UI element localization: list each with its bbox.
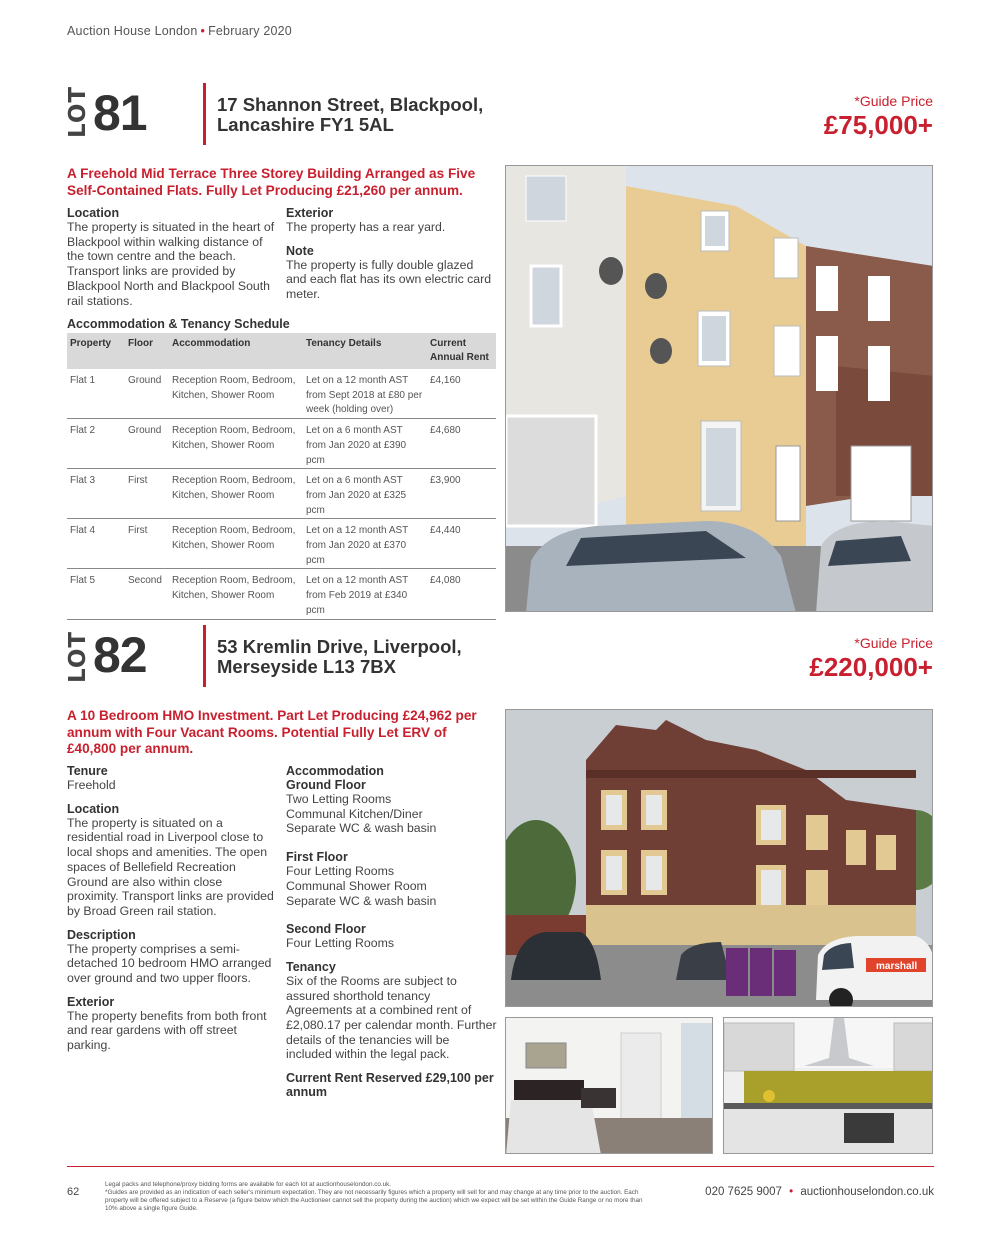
headline-line: annum with Four Vacant Rooms. Potential Fully Let ERV of	[67, 724, 447, 740]
lot-address	[217, 637, 462, 677]
section-title: Location	[67, 801, 120, 816]
table-cell: Reception Room, Bedroom, Kitchen, Shower Room	[169, 569, 303, 619]
table-cell: Let on a 6 month AST from Jan 2020 at £390 pcm	[303, 419, 427, 469]
section-title: Exterior	[67, 994, 115, 1009]
schedule-title: Accommodation & Tenancy Schedule	[67, 317, 290, 331]
property-photo-lot82-exterior	[505, 709, 933, 1007]
column-header: Current Annual Rent	[427, 333, 496, 369]
lot-number: 82	[93, 627, 147, 683]
table-row	[67, 519, 496, 569]
description-text: The property comprises a semi-detached 10 bedroom HMO arranged over ground and two upper floors.	[67, 941, 272, 986]
lot-divider	[203, 83, 206, 145]
property-photo-lot81	[505, 165, 933, 612]
table-cell: Ground	[125, 419, 169, 469]
table-cell: Reception Room, Bedroom, Kitchen, Shower Room	[169, 519, 303, 569]
table-cell: £4,440	[427, 519, 496, 569]
van-sign-text: marshall	[876, 961, 918, 972]
page-number: 62	[67, 1186, 80, 1198]
page-header	[67, 24, 292, 38]
footer-divider	[67, 1166, 934, 1167]
table-cell: Reception Room, Bedroom, Kitchen, Shower Room	[169, 469, 303, 519]
floor-item: Separate WC & wash basin	[286, 893, 437, 908]
table-cell: Flat 2	[67, 419, 125, 469]
table-cell: Flat 5	[67, 569, 125, 619]
section-title: Accommodation	[286, 764, 384, 778]
rent-reserved-line: annum	[286, 1085, 327, 1100]
headline-line: A Freehold Mid Terrace Three Storey Building Arranged as Five	[67, 166, 476, 181]
lot82-left-column	[67, 764, 277, 1053]
publisher-name: Auction House London	[67, 24, 198, 38]
floor-item: Separate WC & wash basin	[286, 821, 437, 836]
terrace-house-image	[506, 166, 933, 612]
rent-reserved-line: Current Rent Reserved £29,100 per	[286, 1071, 494, 1086]
floor-item: Four Letting Rooms	[286, 864, 394, 879]
separator-dot: •	[789, 1186, 794, 1198]
column-header: Floor	[125, 333, 169, 369]
column-header: Accommodation	[169, 333, 303, 369]
lot82-right-column	[286, 764, 498, 1099]
phone-number: 020 7625 9007	[705, 1186, 782, 1198]
table-row	[67, 469, 496, 519]
tenancy-schedule-table	[67, 333, 496, 620]
floor-item: Two Letting Rooms	[286, 792, 392, 806]
table-cell: £4,160	[427, 369, 496, 419]
bedroom-image	[506, 1018, 713, 1154]
table-cell: Flat 3	[67, 469, 125, 519]
guide-price: £75,000+	[823, 110, 933, 140]
table-row	[67, 369, 496, 419]
guide-price-label: *Guide Price	[854, 93, 933, 109]
legal-line: *Guides are provided as an indication of each seller's minimum expectation. They are not necessarily figures which a property will sell for and may change at any time prior to the auction. Each property will be offered subject to a Reserve (a figure below which the Auctioneer cannot sell the property during the auction) which we expect will be set within the Guide Range or no more than 10% above a single figure Guide.	[105, 1189, 643, 1212]
table-cell: Flat 4	[67, 519, 125, 569]
section-title: Description	[67, 927, 136, 942]
floor-item: Four Letting Rooms	[286, 936, 394, 951]
table-cell: £3,900	[427, 469, 496, 519]
table-cell: Reception Room, Bedroom, Kitchen, Shower Room	[169, 419, 303, 469]
table-cell: £4,680	[427, 419, 496, 469]
table-cell: Let on a 12 month AST from Jan 2020 at £370 pcm	[303, 519, 427, 569]
address-line-2: Lancashire FY1 5AL	[217, 114, 394, 135]
section-title: Tenure	[67, 764, 108, 778]
lot-number: 81	[93, 85, 147, 141]
note-text: The property is fully double glazed and each flat has its own electric card meter.	[286, 257, 492, 302]
floor-item: Communal Kitchen/Diner	[286, 806, 423, 821]
headline-line: A 10 Bedroom HMO Investment. Part Let Producing £24,962 per	[67, 708, 477, 723]
table-header-row	[67, 333, 496, 369]
table-cell: Ground	[125, 369, 169, 419]
section-title: Location	[67, 206, 120, 220]
legal-notice	[105, 1181, 645, 1213]
location-section	[67, 206, 277, 308]
tenancy-text: Six of the Rooms are subject to assured shorthold tenancy Agreements at a combined rent of £2,080.17 per calendar month. Further details of the tenancies will be included within the legal pack.	[286, 973, 497, 1062]
table-row	[67, 569, 496, 619]
table-cell: First	[125, 469, 169, 519]
location-text: The property is situated in the heart of Blackpool within walking distance of the town centre and the beach. Transport links are provided by Blackpool North and Blackpool South rail stations.	[67, 220, 275, 308]
exterior-note-section	[286, 206, 496, 302]
address-line-1: 53 Kremlin Drive, Liverpool,	[217, 636, 462, 657]
column-header: Property	[67, 333, 125, 369]
lot-headline	[67, 166, 497, 199]
section-title: Exterior	[286, 206, 334, 220]
legal-line: Legal packs and telephone/proxy bidding forms are available for each lot at auctionhouselondon.co.uk.	[105, 1181, 391, 1188]
table-cell: Reception Room, Bedroom, Kitchen, Shower Room	[169, 369, 303, 419]
floor-item: Communal Shower Room	[286, 878, 427, 893]
kitchen-image	[724, 1018, 933, 1154]
exterior-text: The property benefits from both front and rear gardens with off street parking.	[67, 1008, 267, 1053]
exterior-text: The property has a rear yard.	[286, 220, 446, 234]
floor-title: Second Floor	[286, 922, 366, 937]
table-cell: £4,080	[427, 569, 496, 619]
property-photo-lot82-bedroom	[505, 1017, 713, 1154]
footer-contact	[705, 1186, 934, 1198]
lot-label: LOT	[65, 85, 91, 138]
lot-divider	[203, 625, 206, 687]
lot-headline	[67, 708, 497, 758]
table-cell: Let on a 12 month AST from Sept 2018 at £80 per week (holding over)	[303, 369, 427, 419]
guide-price: £220,000+	[809, 652, 933, 682]
column-header: Tenancy Details	[303, 333, 427, 369]
table-row	[67, 419, 496, 469]
address-line-2: Merseyside L13 7BX	[217, 656, 396, 677]
tenure-text: Freehold	[67, 778, 116, 792]
section-title: Tenancy	[286, 959, 336, 974]
table-cell: First	[125, 519, 169, 569]
table-cell: Second	[125, 569, 169, 619]
section-title: Note	[286, 243, 314, 258]
guide-price-label: *Guide Price	[854, 635, 933, 651]
floor-title: First Floor	[286, 850, 348, 865]
headline-line: Self-Contained Flats. Fully Let Producing £21,260 per annum.	[67, 182, 463, 198]
table-cell: Let on a 6 month AST from Jan 2020 at £325 pcm	[303, 469, 427, 519]
lot-address	[217, 95, 483, 135]
floor-title: Ground Floor	[286, 778, 366, 792]
lot-label: LOT	[65, 630, 91, 683]
rent-reserved	[286, 1071, 498, 1099]
table-cell: Let on a 12 month AST from Feb 2019 at £340 pcm	[303, 569, 427, 619]
website-link[interactable]: auctionhouselondon.co.uk	[800, 1186, 934, 1198]
issue-date: February 2020	[208, 24, 292, 38]
table-cell: Flat 1	[67, 369, 125, 419]
location-text: The property is situated on a residential road in Liverpool close to local shops and amenities. The open spaces of Bellefield Recreation Ground are also within close proximity. Transport links are provided by Broad Green rail station.	[67, 815, 274, 918]
brick-house-image	[506, 710, 933, 1007]
headline-line: £40,800 per annum.	[67, 741, 194, 756]
address-line-1: 17 Shannon Street, Blackpool,	[217, 94, 484, 115]
property-photo-lot82-kitchen	[723, 1017, 933, 1154]
separator-dot: •	[200, 24, 206, 38]
